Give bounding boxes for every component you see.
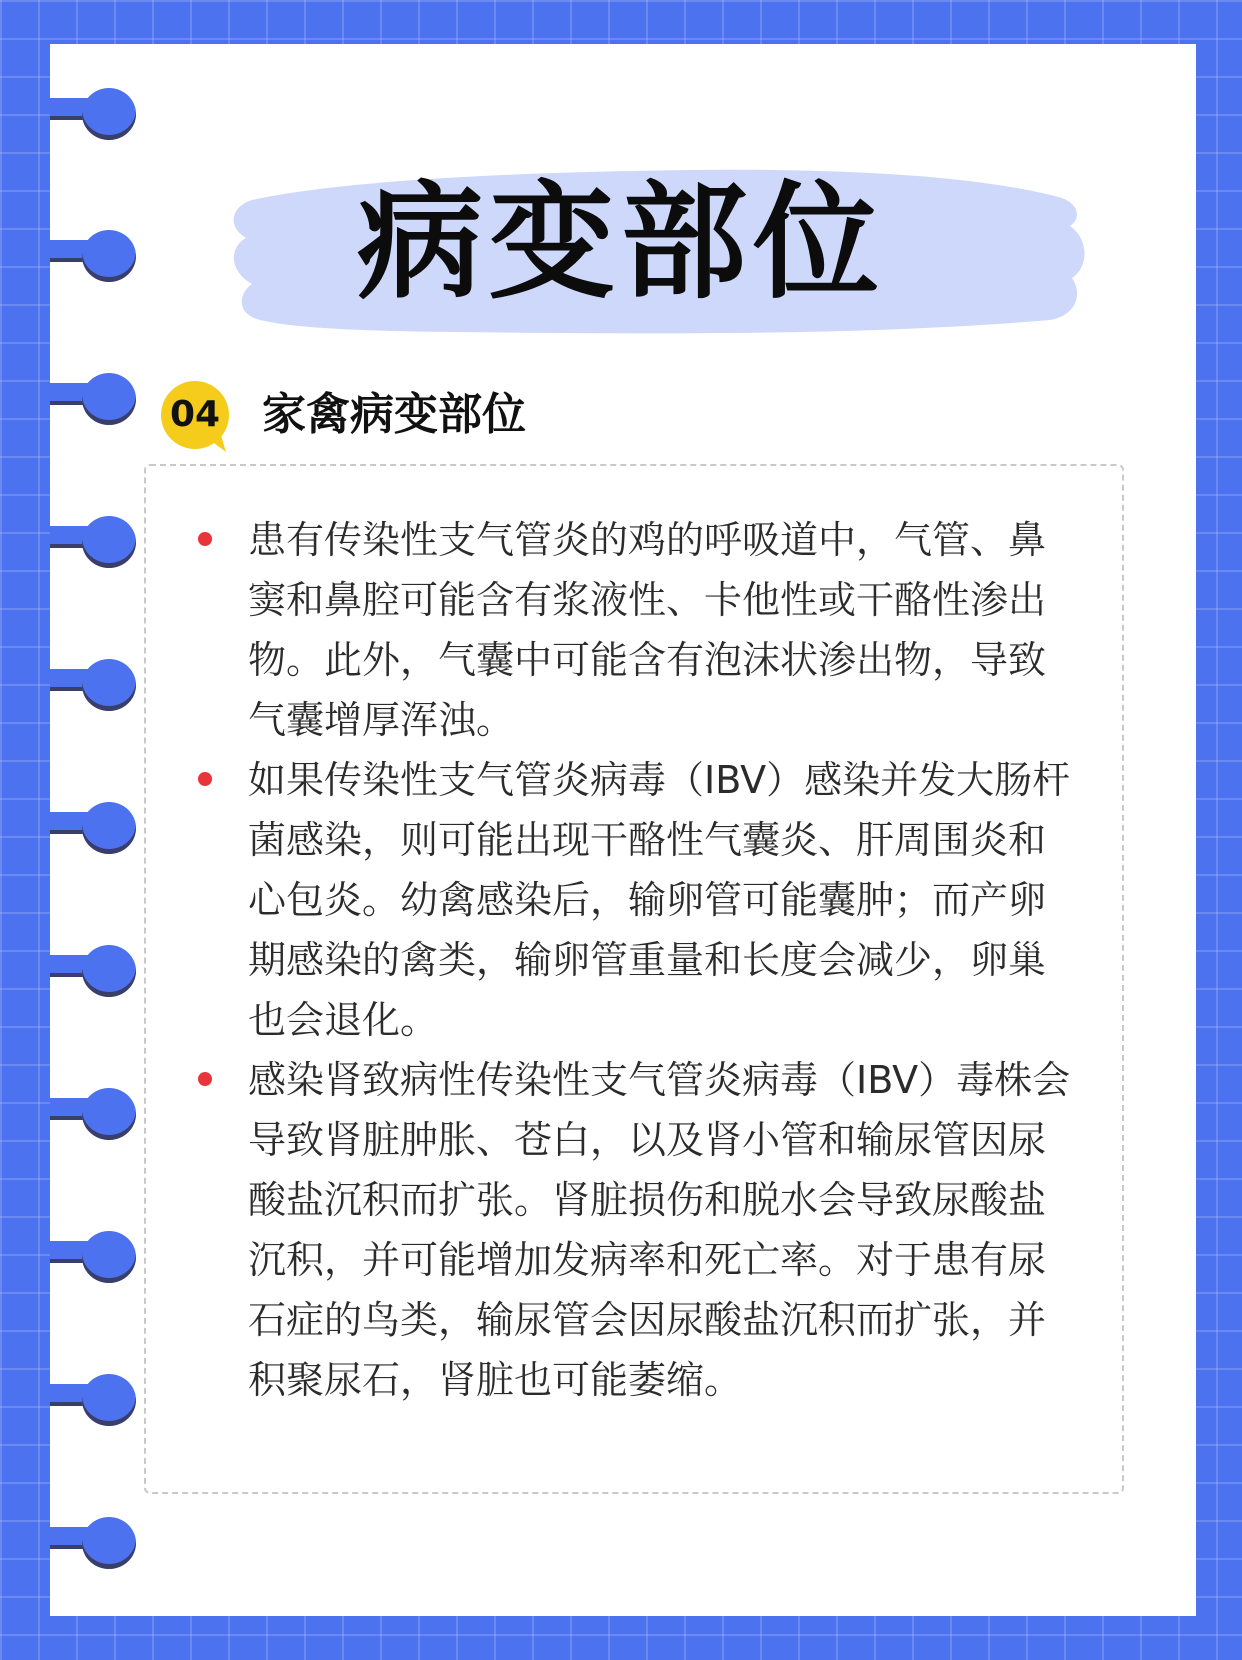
binder-ring (50, 1517, 138, 1569)
binder-ring (50, 1231, 138, 1283)
binder-ring (50, 802, 138, 854)
section-number: 04 (169, 394, 221, 435)
content-card (144, 464, 1124, 1494)
page-title: 病变部位 (357, 169, 885, 316)
binder-ring (50, 373, 138, 425)
bullet-item (248, 750, 1082, 1050)
binder-ring (50, 1374, 138, 1426)
bullet-list (146, 466, 1122, 1410)
bullet-text: 患有传染性支气管炎的鸡的呼吸道中，气管、鼻窦和鼻腔可能含有浆液性、卡他性或干酪性渗出物。此外，气囊中可能含有泡沫状渗出物，导致气囊增厚浑浊。 (248, 518, 1047, 742)
binder-ring (50, 659, 138, 711)
binder-ring (50, 516, 138, 568)
bullet-item (248, 510, 1082, 750)
bullet-dot-icon (198, 532, 212, 546)
bullet-text: 感染肾致病性传染性支气管炎病毒（IBV）毒株会导致肾脏肿胀、苍白，以及肾小管和输尿管因尿酸盐沉积而扩张。肾脏损伤和脱水会导致尿酸盐沉积，并可能增加发病率和死亡率。对于患有尿石症的鸟类，输尿管会因尿酸盐沉积而扩张，并积聚尿石，肾脏也可能萎缩。 (248, 1058, 1071, 1402)
bullet-dot-icon (198, 772, 212, 786)
bullet-item (248, 1050, 1082, 1410)
bullet-dot-icon (198, 1072, 212, 1086)
binder-ring (50, 945, 138, 997)
section-heading: 家禽病变部位 (262, 389, 526, 440)
binder-ring (50, 88, 138, 140)
binder-ring (50, 1088, 138, 1140)
bullet-text: 如果传染性支气管炎病毒（IBV）感染并发大肠杆菌感染，则可能出现干酪性气囊炎、肝周围炎和心包炎。幼禽感染后，输卵管可能囊肿；而产卵期感染的禽类，输卵管重量和长度会减少，卵巢也会退化。 (248, 758, 1071, 1042)
